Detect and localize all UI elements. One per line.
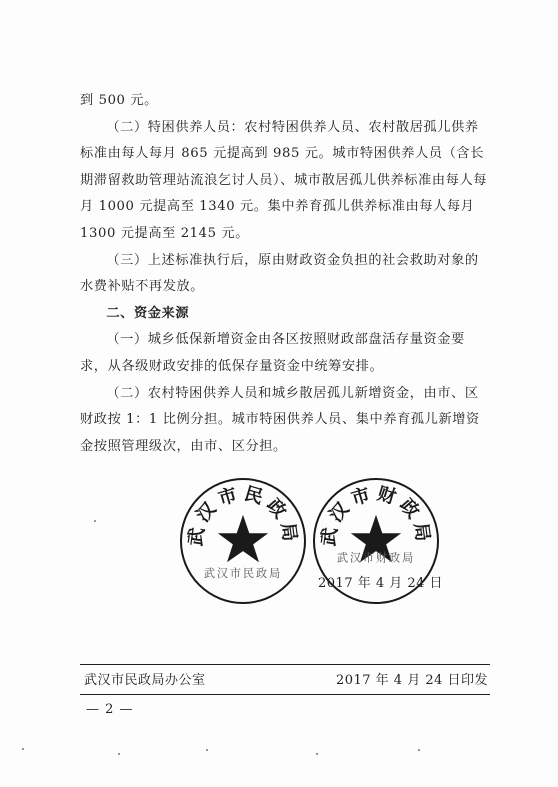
footer-print-date: 2017 年 4 月 24 日印发 <box>335 673 488 688</box>
seal-left-inner-text: 武汉市民政局 <box>203 566 283 580</box>
civil-affairs-seal <box>180 478 306 604</box>
paragraph-funding-1: （一）城乡低保新增资金由各区按照财政部盘活存量资金要求，从各级财政安排的低保存量资金中统筹安排。 <box>80 332 465 374</box>
scan-speck <box>22 748 24 750</box>
signing-date: 2017 年 4 月 24 日 <box>318 576 444 591</box>
scan-speck <box>118 753 120 755</box>
footer-divider-bottom <box>80 694 490 695</box>
page-number: — 2 — <box>86 702 134 717</box>
paragraph-special-support: （二）特困供养人员：农村特困供养人员、农村散居孤儿供养标准由每人每月 865 元提高到 985 元。城市特困供养人员（含长期滞留救助管理站流浪乞讨人员）、城市散居孤儿供养标准由每人每月 1000 元提高至 1340 元。集中养育孤儿供养标准由每人每月 1300 元提高至 2145 元。 <box>80 119 488 241</box>
scan-speck <box>94 520 96 522</box>
document-body <box>80 88 490 460</box>
seal-right-inner-text: 武汉市财政局 <box>336 551 416 565</box>
section-heading-funding: 二、资金来源 <box>106 305 190 321</box>
seal-left-arc-text: 武汉市民政局 <box>185 483 301 548</box>
paragraph-water-subsidy: （三）上述标准执行后，原由财政资金负担的社会救助对象的水费补贴不再发放。 <box>80 252 479 295</box>
paragraph-funding-2: （二）农村特困供养人员和城乡散居孤儿新增资金，由市、区财政按 1：1 比例分担。城市特困供养人员、集中养育孤儿新增资金按照管理级次，由市、区分担。 <box>80 385 480 454</box>
footer-issuer: 武汉市民政局办公室 <box>84 673 206 688</box>
scan-speck <box>206 749 208 751</box>
seal-right-arc-text: 武汉市财政局 <box>318 483 434 548</box>
scan-speck <box>418 749 420 751</box>
footer-divider-top <box>80 664 490 665</box>
scan-speck <box>316 753 318 755</box>
paragraph-continuation: 到 500 元。 <box>80 93 158 108</box>
